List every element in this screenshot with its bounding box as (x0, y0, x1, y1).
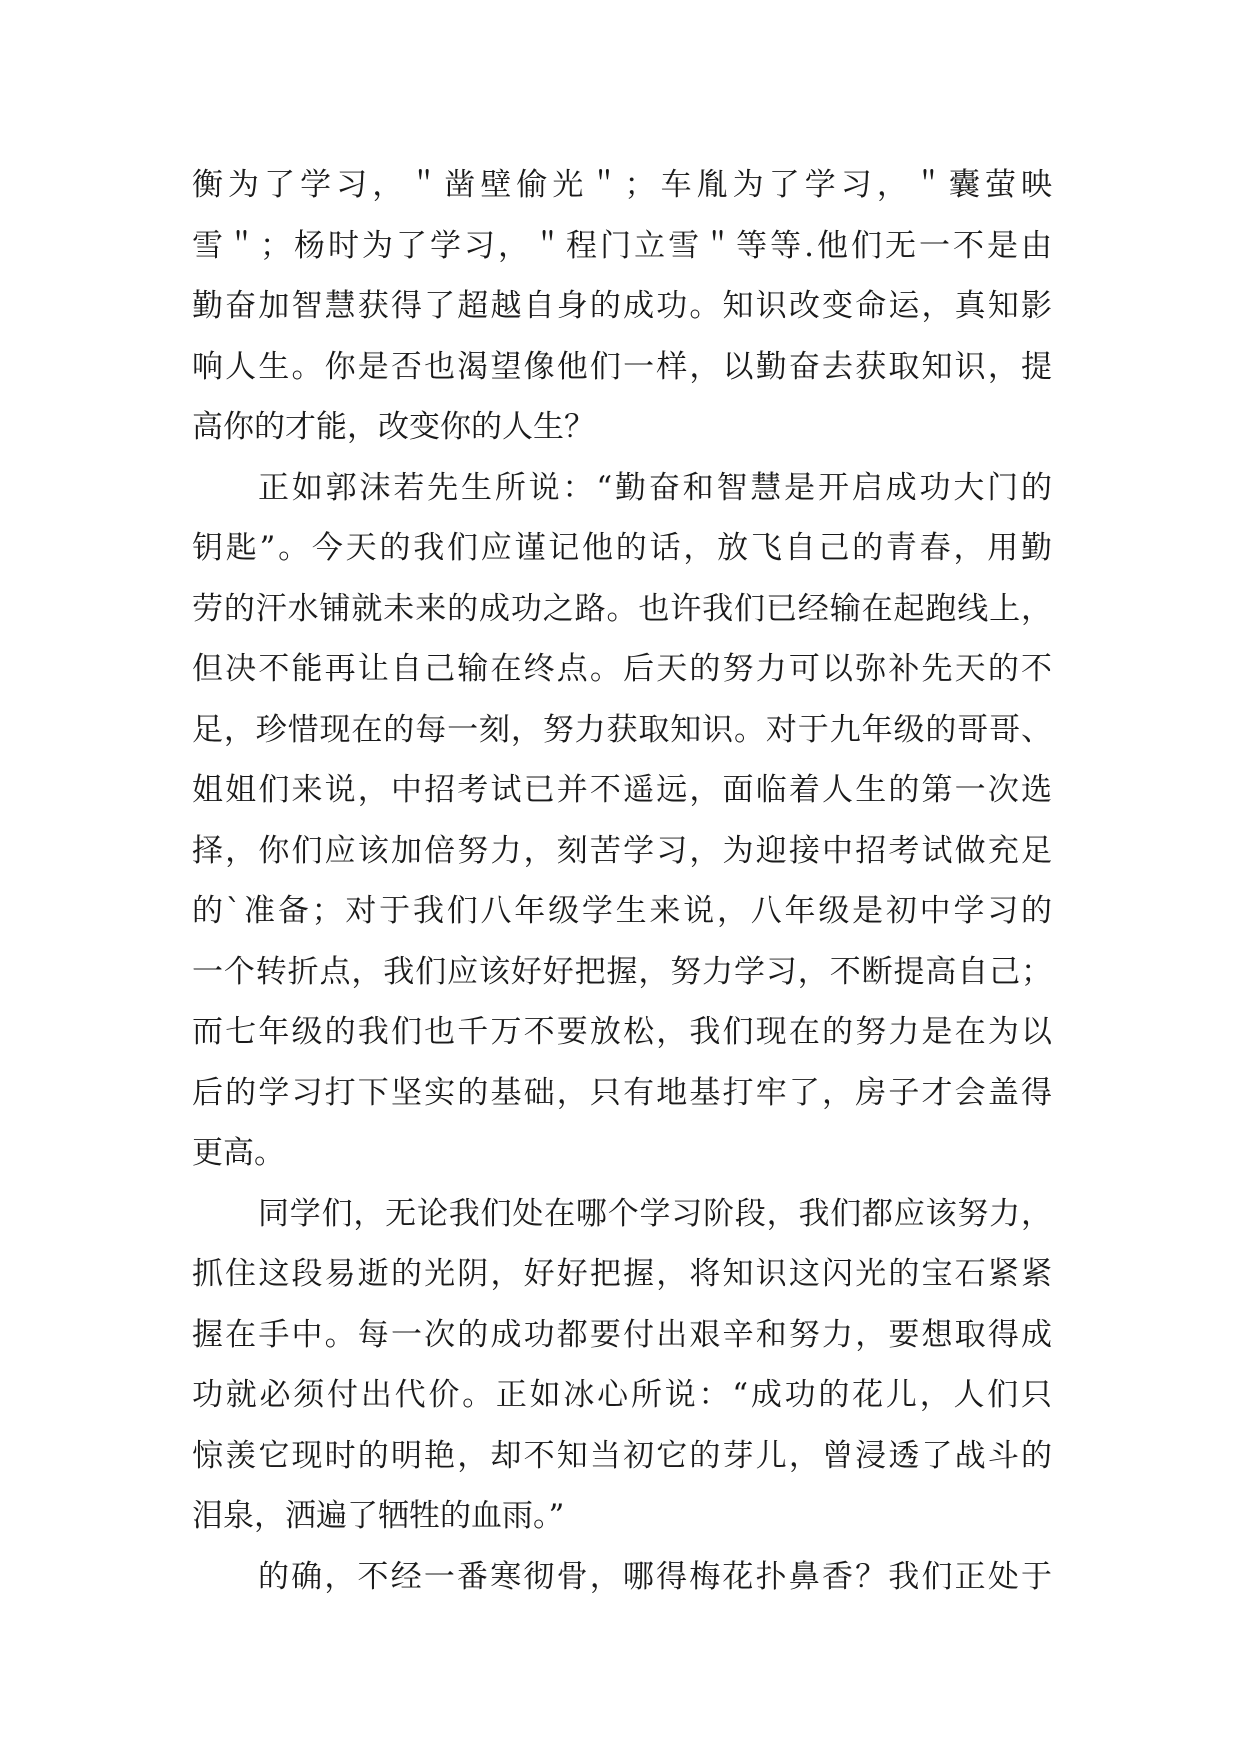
text-line: 勤奋加智慧获得了超越自身的成功。知识改变命运，真知影 (192, 288, 1052, 324)
text-line: 惊羡它现时的明艳，却不知当初它的芽儿，曾浸透了战斗的 (192, 1437, 1052, 1474)
text-line: 后的学习打下坚实的基础，只有地基打牢了，房子才会盖得 (192, 1074, 1052, 1111)
text-line: 功就必须付出代价。正如冰心所说：“成功的花儿，人们只 (192, 1377, 1052, 1413)
text-line: 一个转折点，我们应该好好把握，努力学习，不断提高自己； (192, 953, 1052, 990)
text-line: 抓住这段易逝的光阴，好好把握，将知识这闪光的宝石紧紧 (192, 1256, 1052, 1292)
text-line: 更高。 (192, 1135, 285, 1171)
text-line-paragraph-start: 同学们，无论我们处在哪个学习阶段，我们都应该努力， (258, 1195, 1052, 1232)
text-line: 雪＂；杨时为了学习，＂程门立雪＂等等.他们无一不是由 (192, 227, 1052, 264)
text-line: 择，你们应该加倍努力，刻苦学习，为迎接中招考试做充足 (192, 832, 1052, 869)
text-line: 劳的汗水铺就未来的成功之路。也许我们已经输在起跑线上， (192, 590, 1052, 627)
text-line-paragraph-start: 的确，不经一番寒彻骨，哪得梅花扑鼻香？我们正处于 (258, 1558, 1052, 1595)
text-line: 衡为了学习，＂凿壁偷光＂；车胤为了学习，＂囊萤映 (192, 167, 1052, 203)
text-line: 而七年级的我们也千万不要放松，我们现在的努力是在为以 (192, 1014, 1052, 1050)
text-line: 泪泉，洒遍了牺牲的血雨。” (192, 1498, 565, 1534)
text-line: 高你的才能，改变你的人生？ (192, 409, 595, 445)
text-line: 姐姐们来说，中招考试已并不遥远，面临着人生的第一次选 (192, 772, 1052, 808)
text-line: 握在手中。每一次的成功都要付出艰辛和努力，要想取得成 (192, 1316, 1052, 1353)
document-body-text (192, 155, 1052, 1607)
text-line: 的`准备；对于我们八年级学生来说，八年级是初中学习的 (192, 893, 1052, 929)
text-line: 响人生。你是否也渴望像他们一样，以勤奋去获取知识，提 (192, 348, 1052, 385)
text-line: 足，珍惜现在的每一刻，努力获取知识。对于九年级的哥哥、 (192, 711, 1052, 748)
text-line: 钥匙”。今天的我们应谨记他的话，放飞自己的青春，用勤 (192, 530, 1052, 566)
text-line-paragraph-start: 正如郭沫若先生所说：“勤奋和智慧是开启成功大门的 (258, 469, 1052, 506)
text-line: 但决不能再让自己输在终点。后天的努力可以弥补先天的不 (192, 651, 1052, 687)
